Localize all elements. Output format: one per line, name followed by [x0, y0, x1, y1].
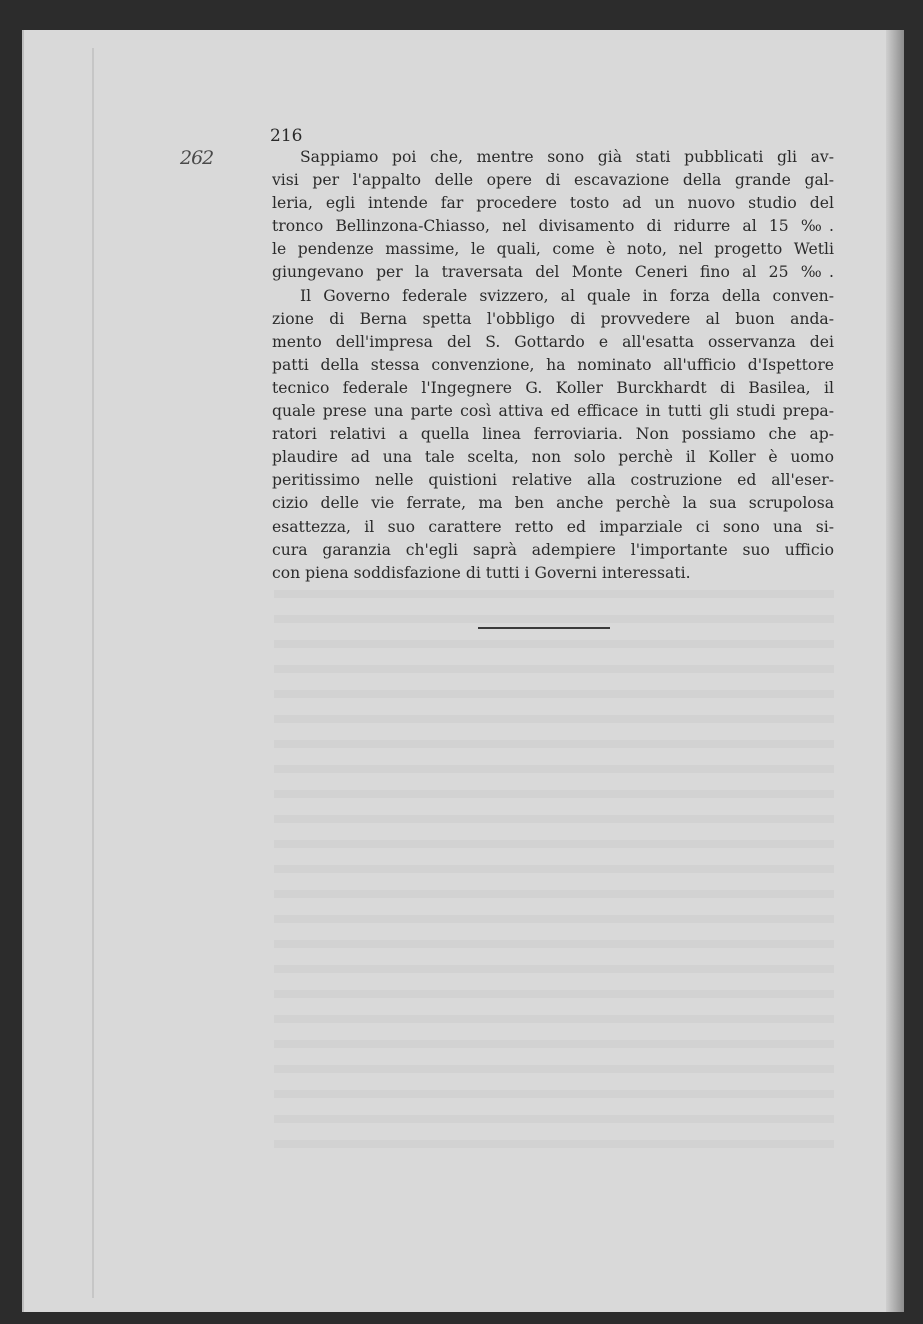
text-line: quale prese una parte così attiva ed efficace in tutti gli studi prepa- — [272, 402, 834, 421]
text-line: cizio delle vie ferrate, ma ben anche perchè la sua scrupolosa — [272, 494, 834, 513]
paragraph-2 — [272, 285, 834, 585]
text-line: plaudire ad una tale scelta, non solo perchè il Koller è uomo — [272, 448, 834, 467]
section-divider-rule — [478, 627, 610, 629]
bleed-through-text — [274, 590, 834, 1150]
text-line: esattezza, il suo carattere retto ed imparziale ci sono una si- — [272, 517, 834, 536]
text-line: peritissimo nelle quistioni relative alla costruzione ed all'eser- — [272, 471, 834, 490]
body-text — [272, 146, 834, 585]
page-fold-edge — [92, 48, 94, 1298]
text-line: cura garanzia ch'egli saprà adempiere l'importante suo ufficio — [272, 540, 834, 559]
text-line: tronco Bellinzona-Chiasso, nel divisamento di ridurre al 15 ‰. — [272, 217, 834, 236]
text-line: Il Governo federale svizzero, al quale in forza della conven- — [300, 286, 834, 305]
page-edge-shadow — [886, 30, 904, 1312]
text-line: patti della stessa convenzione, ha nominato all'ufficio d'Ispettore — [272, 355, 834, 374]
page-number: 216 — [270, 126, 303, 146]
paragraph-1 — [272, 146, 834, 285]
text-line: tecnico federale l'Ingegnere G. Koller Burckhardt di Basilea, il — [272, 378, 834, 397]
text-line: con piena soddisfazione di tutti i Governi interessati. — [272, 563, 691, 582]
text-line: zione di Berna spetta l'obbligo di provvedere al buon anda- — [272, 309, 834, 328]
text-line: mento dell'impresa del S. Gottardo e all'esatta osservanza dei — [272, 332, 834, 351]
handwritten-margin-note: 262 — [180, 147, 214, 169]
text-line: leria, egli intende far procedere tosto ad un nuovo studio del — [272, 194, 834, 213]
text-line: visi per l'appalto delle opere di escavazione della grande gal- — [272, 171, 834, 190]
text-line: le pendenze massime, le quali, come è noto, nel progetto Wetli — [272, 240, 834, 259]
text-line: giungevano per la traversata del Monte Ceneri fino al 25 ‰. — [272, 263, 834, 282]
text-line: ratori relativi a quella linea ferroviaria. Non possiamo che ap- — [272, 425, 834, 444]
text-line: Sappiamo poi che, mentre sono già stati pubblicati gli av- — [300, 148, 834, 166]
